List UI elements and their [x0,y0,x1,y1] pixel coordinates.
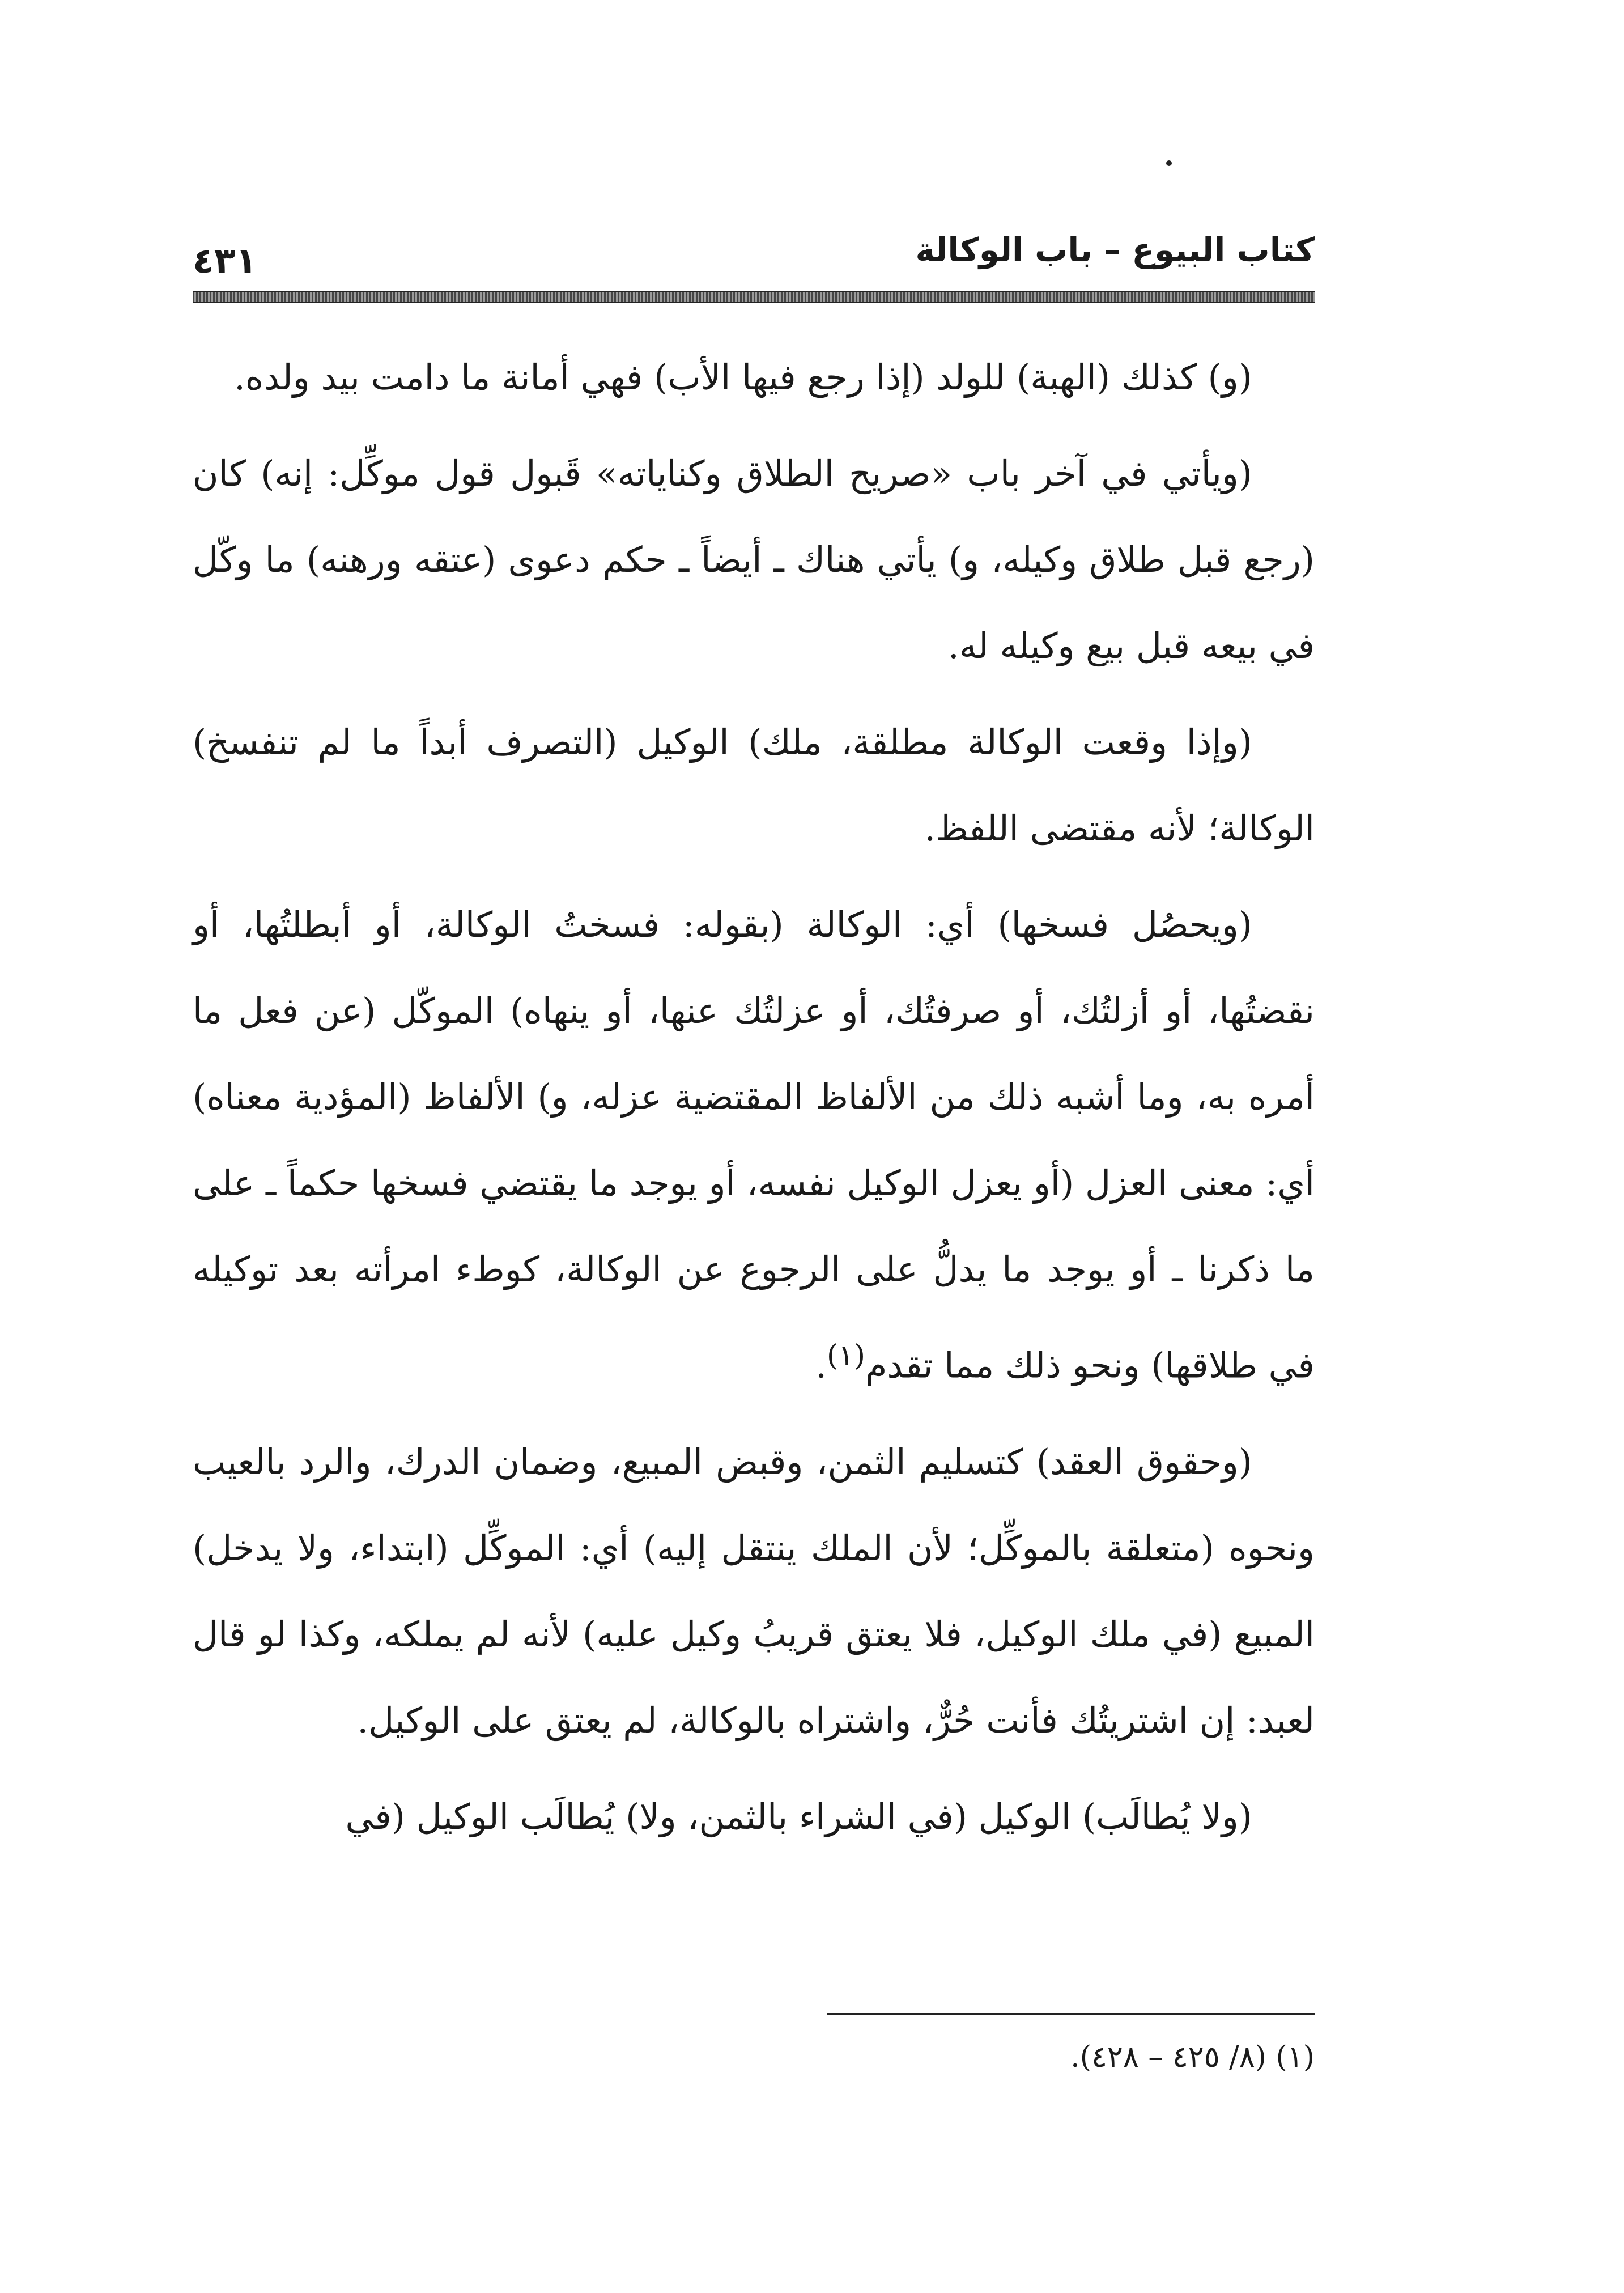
footnote-marker-trail: . [815,1344,827,1386]
paragraph-gift: (و) كذلك (الهبة) للولد (إذا رجع فيها الأب) فهي أمانة ما دامت بيد ولده. [234,356,1252,398]
body-text [193,334,1315,1860]
footnote-rule [827,2013,1315,2015]
paragraph-termination-text: (ويحصُل فسخها) أي: الوكالة (بقوله: فسختُ الوكالة، أو أبطلتُها، أو نقضتُها، أو أزلتُك، أو صرفتُك، أو عزلتُك عنها، أو ينهاه) الموكّل (عن فعل ما أمره به، وما أشبه ذلك من الألفاظ المقتضية عزله، و) الألفاظ (المؤدية معناه) أي: معنى العزل (أو يعزل الوكيل نفسه، أو يوجد ما يقتضي فسخها حكماً ـ على ما ذكرنا ـ أو يوجد ما يدلُّ على الرجوع عن الوكالة، كوطء امرأته بعد توكيله في طلاقها) ونحو ذلك مما تقدم [193,904,1315,1386]
header-rule [193,291,1315,303]
footnote: (١) (٨/ ٤٢٥ – ٤٢٨). [1070,2040,1315,2074]
footnote-marker: (١) [826,1339,866,1373]
paragraph-divorce-reference: (ويأتي في آخر باب «صريح الطلاق وكناياته» قَبول قول موكِّل: إنه) كان (رجع قبل طلاق وكيله، و) يأتي هناك ـ أيضاً ـ حكم دعوى (عتقه ورهنه) ما وكّل في بيعه قبل بيع وكيله له. [193,453,1315,666]
page-header [193,224,1315,309]
running-title: كتاب البيوع – باب الوكالة [915,231,1315,269]
paragraph-absolute-agency: (وإذا وقعت الوكالة مطلقة، ملك) الوكيل (التصرف أبداً ما لم تنفسخ) الوكالة؛ لأنه مقتضى اللفظ. [193,721,1315,849]
paragraph-contract-rights: (وحقوق العقد) كتسليم الثمن، وقبض المبيع، وضمان الدرك، والرد بالعيب ونحوه (متعلقة بالموكِّل؛ لأن الملك ينتقل إليه) أي: الموكِّل (ابتداء، ولا يدخل) المبيع (في ملك الوكيل، فلا يعتق قريبُ وكيل عليه) لأنه لم يملكه، وكذا لو قال لعبد: إن اشتريتُك فأنت حُرٌّ، واشتراه بالوكالة، لم يعتق على الوكيل. [193,1441,1315,1741]
paragraph-claim: (ولا يُطالَب) الوكيل (في الشراء بالثمن، ولا) يُطالَب الوكيل (في [345,1795,1252,1837]
page-number: ٤٣١ [193,240,257,281]
paragraph-termination [193,882,1315,1409]
ink-speck [1166,160,1172,166]
